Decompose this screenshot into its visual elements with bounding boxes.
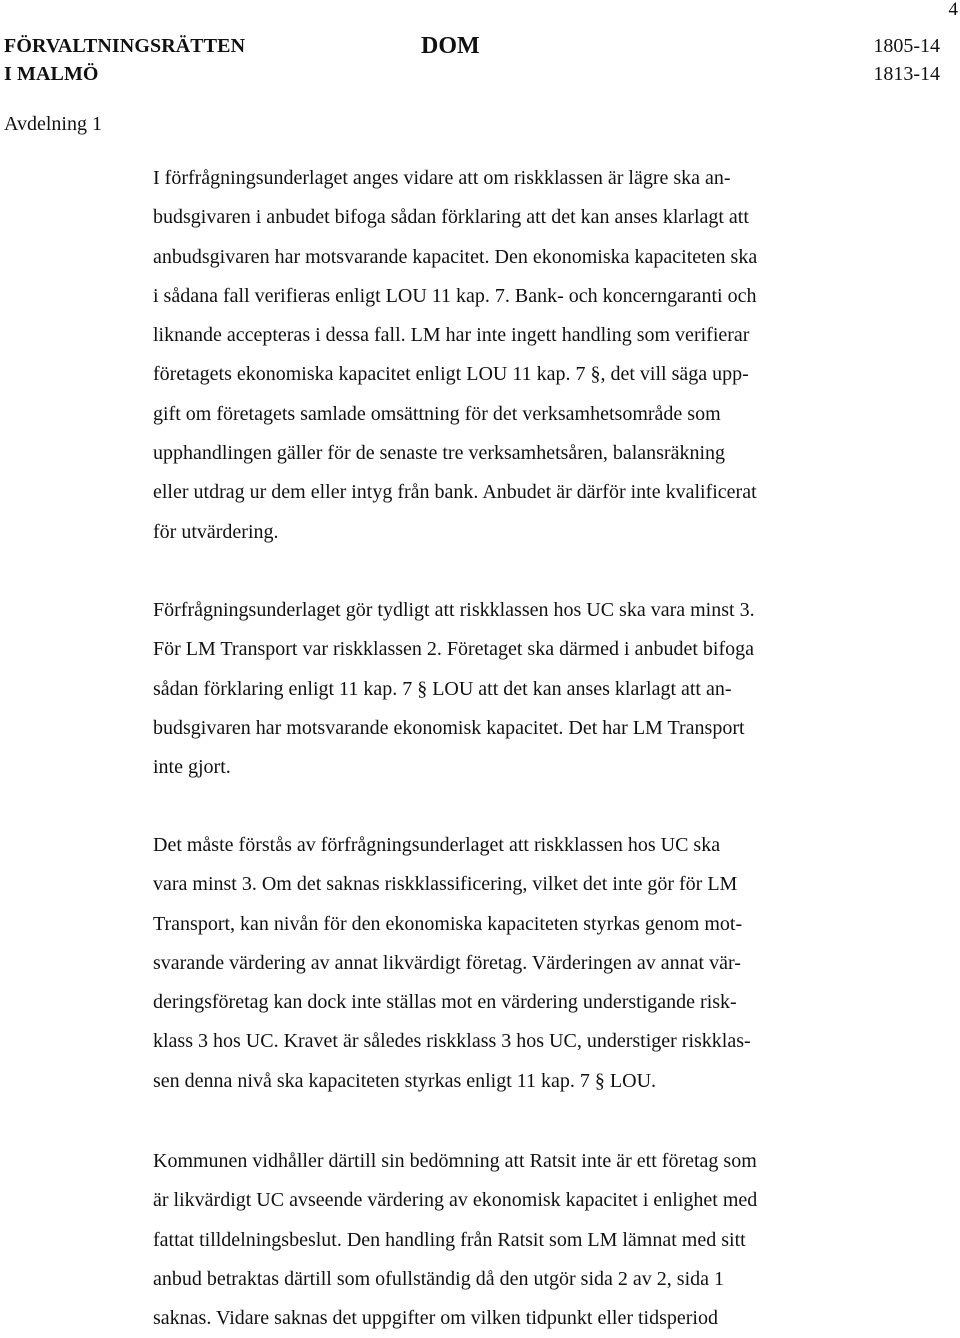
text-line: liknande accepteras i dessa fall. LM har inte ingett handling som verifierar xyxy=(153,324,750,347)
text-line: budsgivaren i anbudet bifoga sådan förklaring att det kan anses klarlagt att xyxy=(153,206,749,229)
division-label: Avdelning 1 xyxy=(4,113,102,135)
document-type: DOM xyxy=(421,33,480,59)
text-line: sådan förklaring enligt 11 kap. 7 § LOU att det kan anses klarlagt att an- xyxy=(153,677,732,700)
text-line: Transport, kan nivån för den ekonomiska kapaciteten styrkas genom mot- xyxy=(153,912,743,935)
court-name-line-1: FÖRVALTNINGSRÄTTEN xyxy=(4,35,246,57)
court-name xyxy=(4,32,245,88)
text-line: anbudsgivaren har motsvarande kapacitet. Den ekonomiska kapaciteten ska xyxy=(153,245,758,268)
paragraph-3 xyxy=(153,826,873,1101)
paragraph-1 xyxy=(153,159,873,552)
text-line: deringsföretag kan dock inte ställas mot en värdering understigande risk- xyxy=(153,991,737,1014)
text-line: i sådana fall verifieras enligt LOU 11 kap. 7. Bank- och koncerngaranti och xyxy=(153,284,757,307)
court-name-line-2: I MALMÖ xyxy=(4,63,99,85)
text-line: företagets ekonomiska kapacitet enligt LOU 11 kap. 7 §, det vill säga upp- xyxy=(153,363,749,386)
case-number-2: 1813-14 xyxy=(873,63,940,85)
text-line: eller utdrag ur dem eller intyg från bank. Anbudet är därför inte kvalificerat xyxy=(153,481,757,504)
text-line: är likvärdigt UC avseende värdering av ekonomisk kapacitet i enlighet med xyxy=(153,1189,758,1212)
paragraph-4 xyxy=(153,1142,873,1338)
text-line: klass 3 hos UC. Kravet är således riskklass 3 hos UC, understiger riskklas- xyxy=(153,1030,751,1053)
text-line: I förfrågningsunderlaget anges vidare att om riskklassen är lägre ska an- xyxy=(153,167,731,189)
text-line: Kommunen vidhåller därtill sin bedömning att Ratsit inte är ett företag som xyxy=(153,1150,757,1172)
text-line: budsgivaren har motsvarande ekonomisk kapacitet. Det har LM Transport xyxy=(153,716,745,739)
case-numbers xyxy=(873,32,940,88)
text-line: inte gjort. xyxy=(153,756,231,779)
text-line: för utvärdering. xyxy=(153,520,279,543)
text-line: För LM Transport var riskklassen 2. Företaget ska därmed i anbudet bifoga xyxy=(153,638,755,661)
text-line: Förfrågningsunderlaget gör tydligt att riskklassen hos UC ska vara minst 3. xyxy=(153,599,755,621)
paragraph-2 xyxy=(153,591,873,787)
text-line: Det måste förstås av förfrågningsunderlaget att riskklassen hos UC ska xyxy=(153,834,721,856)
text-line: sen denna nivå ska kapaciteten styrkas enligt 11 kap. 7 § LOU. xyxy=(153,1069,657,1092)
text-line: saknas. Vidare saknas det uppgifter om vilken tidpunkt eller tidsperiod xyxy=(153,1307,718,1330)
text-line: fattat tilldelningsbeslut. Den handling från Ratsit som LM lämnat med sitt xyxy=(153,1228,746,1251)
text-line: upphandlingen gäller för de senaste tre verksamhetsåren, balansräkning xyxy=(153,442,726,465)
text-line: anbud betraktas därtill som ofullständig då den utgör sida 2 av 2, sida 1 xyxy=(153,1267,724,1290)
text-line: gift om företagets samlade omsättning för det verksamhetsområde som xyxy=(153,402,721,425)
text-line: svarande värdering av annat likvärdigt företag. Värderingen av annat vär- xyxy=(153,951,741,974)
text-line: vara minst 3. Om det saknas riskklassificering, vilket det inte gör för LM xyxy=(153,873,738,896)
page-number: 4 xyxy=(948,0,958,20)
case-number-1: 1805-14 xyxy=(873,35,940,57)
